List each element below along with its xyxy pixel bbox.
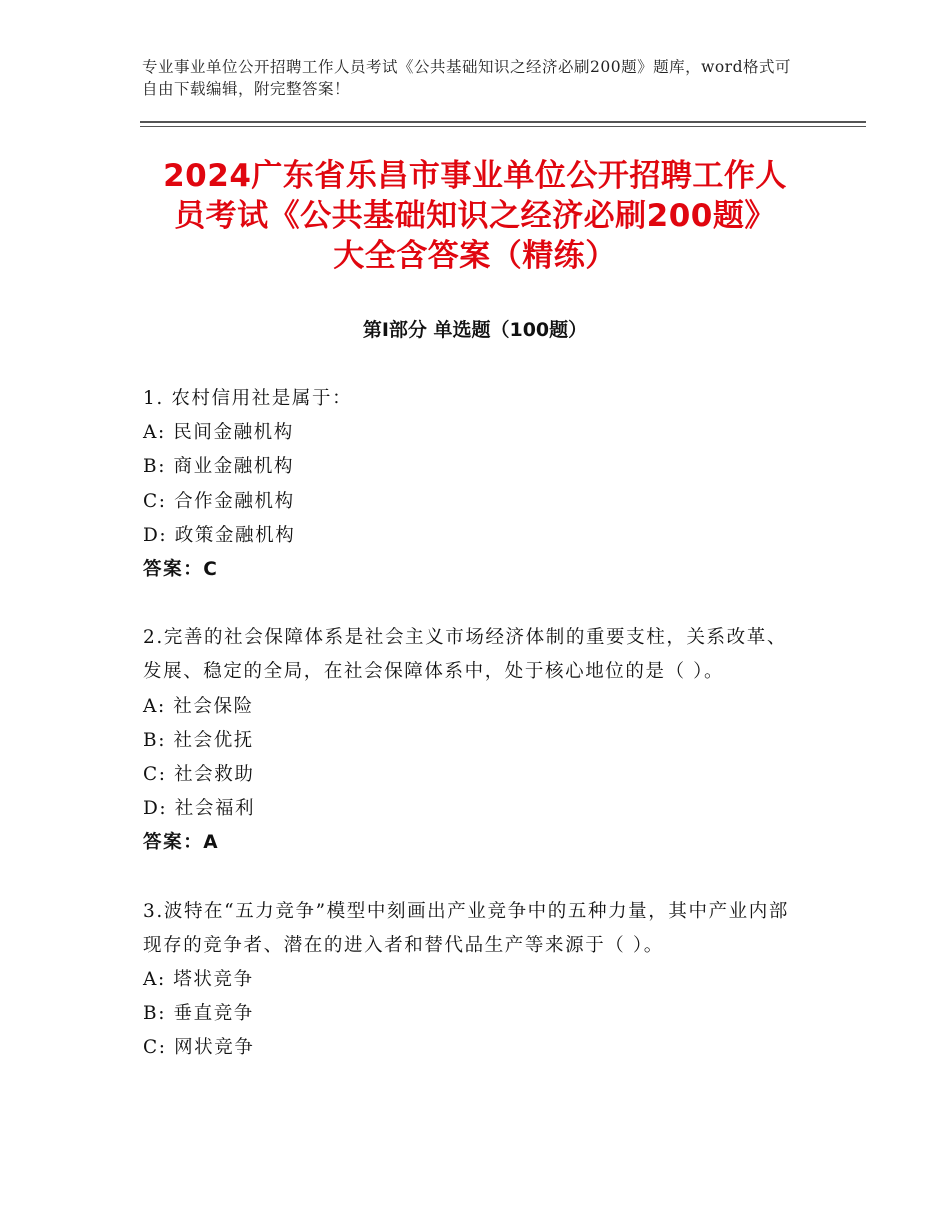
question-stem: 1. 农村信用社是属于：	[143, 388, 353, 409]
option-c: C: 社会救助	[143, 764, 255, 786]
question-list	[143, 382, 803, 1066]
page-header: 专业事业单位公开招聘工作人员考试《公共基础知识之经济必刷200题》题库，word格式可自由下载编辑，附完整答案！	[142, 58, 792, 98]
question-3	[143, 895, 803, 1066]
option-c: C: 合作金融机构	[143, 490, 295, 512]
header-rule	[140, 121, 866, 123]
title-line: 员考试《公共基础知识之经济必刷200题》	[174, 198, 776, 234]
question-stem: 2.完善的社会保障体系是社会主义市场经济体制的重要支柱，关系改革、发展、稳定的全局，在社会保障体系中，处于核心地位的是（ ）。	[143, 627, 787, 683]
answer: 答案：C	[143, 559, 219, 581]
option-a: A: 民间金融机构	[143, 422, 294, 444]
option-d: D: 社会福利	[143, 798, 256, 820]
option-a: A: 塔状竞争	[143, 969, 254, 991]
option-b: B: 垂直竞争	[143, 1003, 254, 1025]
question-2	[143, 621, 803, 860]
answer: 答案：A	[143, 832, 220, 854]
question-1	[143, 382, 803, 587]
option-a: A: 社会保险	[143, 695, 254, 717]
title-line: 2024广东省乐昌市事业单位公开招聘工作人	[163, 158, 787, 194]
option-b: B: 商业金融机构	[143, 456, 295, 478]
title-line: 大全含答案（精练）	[333, 238, 617, 274]
section-title: 第Ⅰ部分 单选题（100题）	[362, 319, 588, 341]
option-c: C: 网状竞争	[143, 1037, 255, 1059]
question-stem: 3.波特在“五力竞争”模型中刻画出产业竞争中的五种力量，其中产业内部现存的竞争者、潜在的进入者和替代品生产等来源于（ ）。	[143, 900, 789, 956]
header-rule-thin	[140, 126, 866, 127]
option-b: B: 社会优抚	[143, 729, 254, 751]
document-title	[110, 156, 840, 276]
option-d: D: 政策金融机构	[143, 524, 296, 546]
